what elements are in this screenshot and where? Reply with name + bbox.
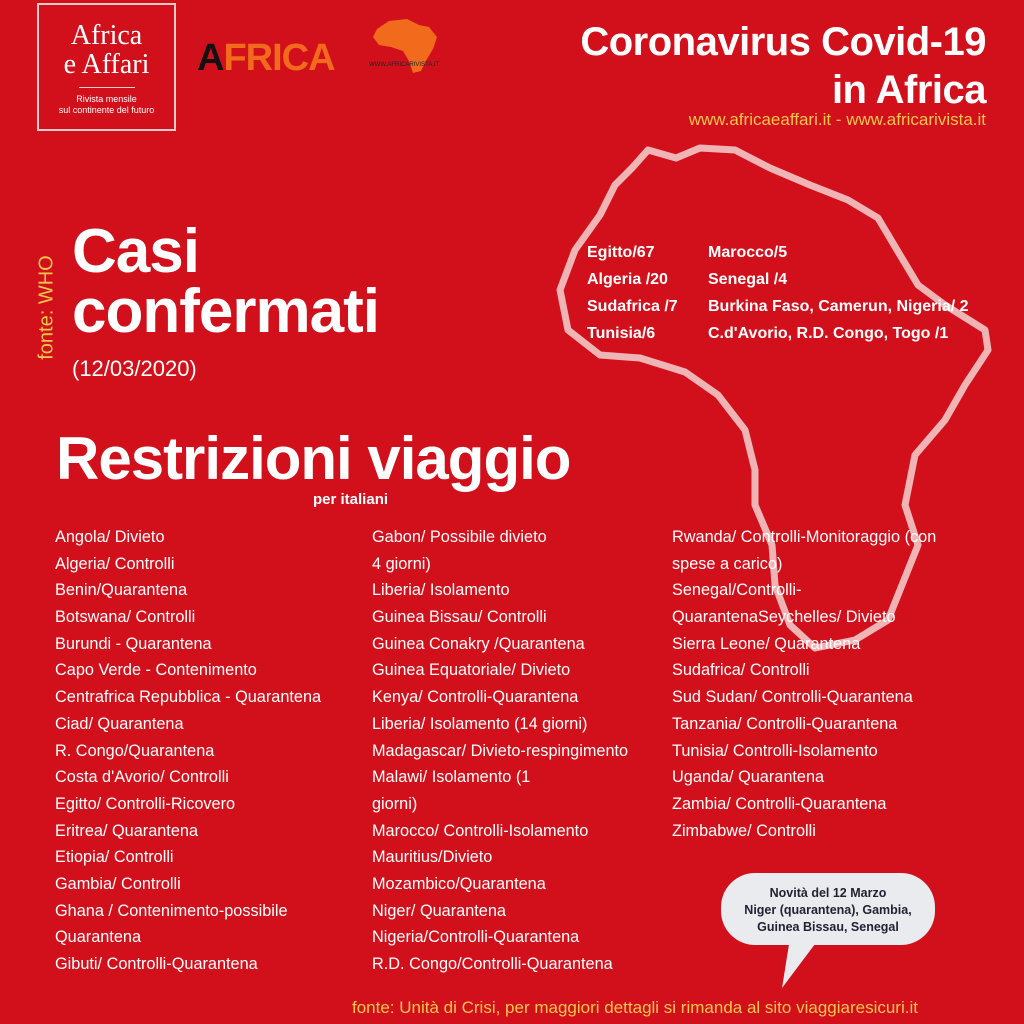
africa-rivista-logo: [197, 15, 447, 79]
restriction-item: Mozambico/Quarantena: [372, 874, 546, 893]
restrictions-column-3: [672, 527, 936, 847]
case-count-item: Sudafrica /7: [587, 298, 678, 315]
restrictions-column-2: [372, 527, 628, 981]
restriction-item: Guinea Conakry /Quarantena: [372, 634, 585, 653]
restriction-item: Nigeria/Controlli-Quarantena: [372, 928, 580, 947]
case-count-item: Burkina Faso, Camerun, Nigeria/ 2: [708, 298, 969, 315]
restriction-item: Burundi - Quarantena: [55, 634, 212, 653]
restriction-item: Mauritius/Divieto: [372, 848, 493, 867]
restriction-item: R.D. Congo/Controlli-Quarantena: [372, 955, 613, 973]
case-count-item: Marocco/5: [708, 244, 788, 261]
cases-heading: [72, 217, 379, 346]
cases-column-2: [708, 243, 969, 351]
restriction-item: Centrafrica Repubblica - Quarantena: [55, 688, 322, 707]
restriction-item: Botswana/ Controlli: [55, 608, 196, 627]
logo-divider: [79, 87, 135, 88]
restriction-item: Gibuti/ Controlli-Quarantena: [55, 955, 258, 973]
restriction-item: Uganda/ Quarantena: [672, 768, 825, 787]
logo-subtitle-line1: Rivista mensile: [76, 94, 137, 104]
restriction-item: Sudafrica/ Controlli: [672, 661, 810, 680]
restriction-item: Ciad/ Quarantena: [55, 714, 184, 733]
restriction-item: Etiopia/ Controlli: [55, 848, 174, 867]
logo-title-line2: e Affari: [63, 49, 150, 80]
news-speech-bubble: [721, 873, 935, 945]
restriction-item: Quarantena: [55, 928, 141, 947]
restriction-item: Costa d'Avorio/ Controlli: [55, 768, 229, 787]
restrictions-column-1: [55, 527, 321, 981]
africa-wordmark-rest: FRICA: [223, 37, 335, 79]
restriction-item: Ghana / Contenimento-possibile: [55, 901, 288, 920]
restriction-item: R. Congo/Quarantena: [55, 741, 215, 760]
restriction-item: 4 giorni): [372, 554, 431, 573]
restriction-item: Sierra Leone/ Quarantena: [672, 634, 861, 653]
africa-logo-site: WWW.AFRICARIVISTA.IT: [369, 62, 440, 68]
page-title-line2: in Africa: [831, 68, 986, 112]
restriction-item: Algeria/ Controlli: [55, 554, 175, 573]
restriction-item: Zimbabwe/ Controlli: [672, 821, 816, 840]
case-count-item: Algeria /20: [587, 271, 668, 288]
cases-column-1: [587, 243, 678, 351]
bubble-line1: Novità del 12 Marzo: [769, 886, 887, 900]
cases-date: (12/03/2020): [72, 356, 197, 381]
restriction-item: Kenya/ Controlli-Quarantena: [372, 688, 579, 707]
restriction-item: Niger/ Quarantena: [372, 901, 506, 920]
restriction-item: Rwanda/ Controlli-Monitoraggio (con: [672, 528, 937, 546]
case-count-item: Senegal /4: [708, 271, 788, 288]
page-title: [426, 18, 986, 114]
restrictions-heading: Restrizioni viaggio: [56, 425, 571, 492]
restriction-item: Liberia/ Isolamento: [372, 581, 510, 600]
restriction-item: spese a carico): [672, 554, 783, 573]
case-count-item: Tunisia/6: [587, 325, 656, 342]
africa-e-affari-logo: [37, 3, 176, 131]
restriction-item: Senegal/Controlli-: [672, 581, 802, 600]
bubble-line2: Niger (quarantena), Gambia,: [744, 903, 912, 917]
bubble-line3: Guinea Bissau, Senegal: [757, 920, 899, 934]
restriction-item: Angola/ Divieto: [55, 528, 165, 546]
restriction-item: Malawi/ Isolamento (1: [372, 768, 531, 787]
cases-heading-line2: confermati: [72, 277, 379, 346]
footer-source: fonte: Unità di Crisi, per maggiori dettagli si rimanda al sito viaggiaresicuri.it: [352, 998, 918, 1017]
restriction-item: Marocco/ Controlli-Isolamento: [372, 821, 589, 840]
restriction-item: Benin/Quarantena: [55, 581, 188, 600]
logo-title-line1: Africa: [70, 20, 143, 51]
restriction-item: Madagascar/ Divieto-respingimento: [372, 741, 629, 760]
restriction-item: Capo Verde - Contenimento: [55, 661, 257, 680]
cases-heading-line1: Casi: [72, 217, 199, 286]
africa-wordmark: [197, 37, 335, 80]
restriction-item: Egitto/ Controlli-Ricovero: [55, 794, 236, 813]
restriction-item: Gambia/ Controlli: [55, 874, 181, 893]
restriction-item: Eritrea/ Quarantena: [55, 821, 198, 840]
page-title-line1: Coronavirus Covid-19: [580, 20, 986, 64]
restriction-item: Tanzania/ Controlli-Quarantena: [672, 714, 898, 733]
case-count-item: C.d'Avorio, R.D. Congo, Togo /1: [708, 325, 949, 342]
restriction-item: Gabon/ Possibile divieto: [372, 528, 547, 546]
africa-wordmark-a: A: [197, 37, 224, 79]
restriction-item: giorni): [372, 794, 418, 813]
restriction-item: QuarantenaSeychelles/ Divieto: [672, 608, 896, 627]
restriction-item: Guinea Bissau/ Controlli: [372, 608, 547, 627]
cases-source: fonte: WHO: [35, 255, 58, 360]
case-count-item: Egitto/67: [587, 244, 655, 261]
restriction-item: Guinea Equatoriale/ Divieto: [372, 661, 571, 680]
restriction-item: Zambia/ Controlli-Quarantena: [672, 794, 887, 813]
restriction-item: Sud Sudan/ Controlli-Quarantena: [672, 688, 913, 707]
restriction-item: Liberia/ Isolamento (14 giorni): [372, 714, 588, 733]
restrictions-subtitle: per italiani: [313, 491, 389, 508]
websites: www.africaeaffari.it - www.africarivista.it: [688, 110, 986, 129]
restriction-item: Tunisia/ Controlli-Isolamento: [672, 741, 878, 760]
logo-subtitle-line2: sul continente del futuro: [58, 105, 155, 115]
